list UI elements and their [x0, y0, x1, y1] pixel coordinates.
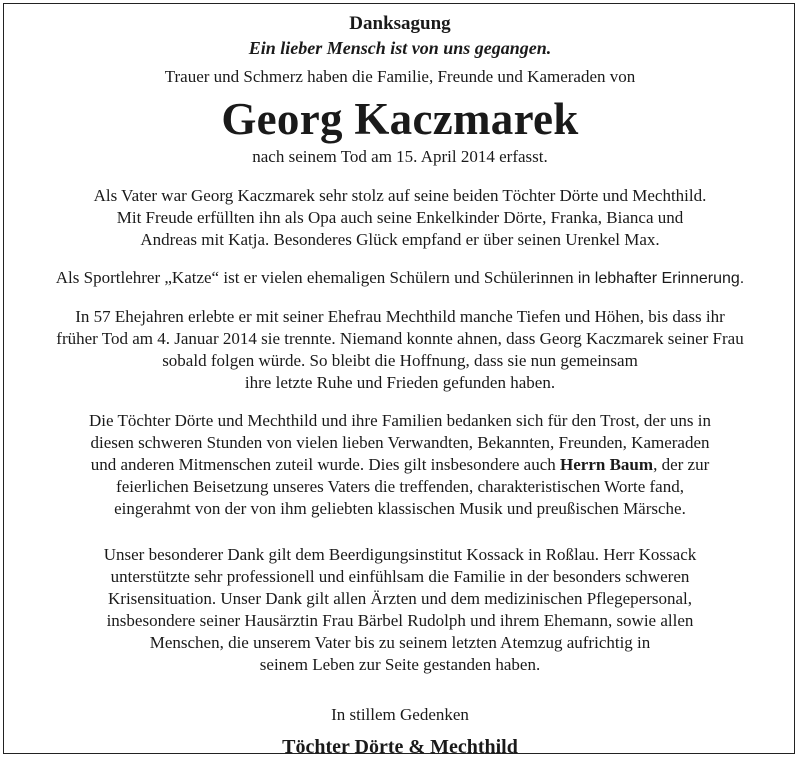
deceased-name: Georg Kaczmarek — [221, 94, 579, 144]
paragraph-line: früher Tod am 4. Januar 2014 sie trennte. Niemand konnte ahnen, dass Georg Kaczmarek seiner Frau — [56, 329, 744, 348]
highlighted-name: Herrn Baum — [560, 455, 654, 474]
signature: Töchter Dörte & Mechthild — [282, 736, 518, 758]
paragraph-line: Unser besonderer Dank gilt dem Beerdigungsinstitut Kossack in Roßlau. Herr Kossack — [103, 545, 697, 564]
paragraph-text-tail: in lebhafter Erinnerung. — [577, 270, 745, 287]
paragraph-marriage — [0, 306, 800, 394]
paragraph-line: eingerahmt von der von ihm geliebten klassischen Musik und preußischen Märsche. — [114, 499, 686, 518]
paragraph-line: diesen schweren Stunden von vielen lieben Verwandten, Bekannten, Freunden, Kameraden — [90, 433, 710, 452]
paragraph-text: und anderen Mitmenschen zuteil wurde. Dies gilt insbesondere auch — [90, 455, 561, 474]
notice-title: Danksagung — [349, 13, 451, 34]
intro-line: Trauer und Schmerz haben die Familie, Freunde und Kameraden von — [164, 67, 636, 86]
paragraph-line: ihre letzte Ruhe und Frieden gefunden haben. — [244, 373, 556, 392]
paragraph-line: Krisensituation. Unser Dank gilt allen Ärzten und dem medizinischen Pflegepersonal, — [108, 589, 692, 608]
paragraph-text: Als Sportlehrer „Katze“ ist er vielen ehemaligen Schülern und Schülerinnen — [55, 268, 578, 287]
paragraph-line: seinem Leben zur Seite gestanden haben. — [259, 655, 541, 674]
closing-line: In stillem Gedenken — [331, 705, 469, 724]
paragraph-sports-teacher — [0, 267, 800, 290]
notice-subtitle: Ein lieber Mensch ist von uns gegangen. — [248, 38, 552, 58]
paragraph-line: Die Töchter Dörte und Mechthild und ihre Familien bedanken sich für den Trost, der uns in — [89, 411, 711, 430]
paragraph-line: sobald folgen würde. So bleibt die Hoffnung, dass sie nun gemeinsam — [162, 351, 638, 370]
paragraph-line: In 57 Ehejahren erlebte er mit seiner Ehefrau Mechthild manche Tiefen und Höhen, bis dass ihr — [75, 307, 725, 326]
paragraph-line — [0, 267, 800, 290]
paragraph-line: Menschen, die unserem Vater bis zu seinem letzten Atemzug aufrichtig in — [149, 633, 651, 652]
paragraph-text: , der zur — [653, 455, 710, 474]
paragraph-special-thanks — [0, 544, 800, 676]
death-date-line: nach seinem Tod am 15. April 2014 erfasst. — [252, 147, 548, 166]
paragraph-line — [0, 454, 800, 476]
paragraph-thanks — [0, 410, 800, 520]
paragraph-line: feierlichen Beisetzung unseres Vaters die treffenden, charakteristischen Worte fand, — [116, 477, 684, 496]
paragraph-line: Mit Freude erfüllten ihn als Opa auch seine Enkelkinder Dörte, Franka, Bianca und — [116, 208, 684, 227]
paragraph-line: insbesondere seiner Hausärztin Frau Bärbel Rudolph und ihrem Ehemann, sowie allen — [106, 611, 694, 630]
paragraph-family — [0, 185, 800, 251]
paragraph-line: unterstützte sehr professionell und einfühlsam die Familie in der besonders schweren — [110, 567, 690, 586]
paragraph-line: Andreas mit Katja. Besonderes Glück empfand er über seinen Urenkel Max. — [140, 230, 660, 249]
paragraph-line: Als Vater war Georg Kaczmarek sehr stolz auf seine beiden Töchter Dörte und Mechthild. — [93, 186, 707, 205]
